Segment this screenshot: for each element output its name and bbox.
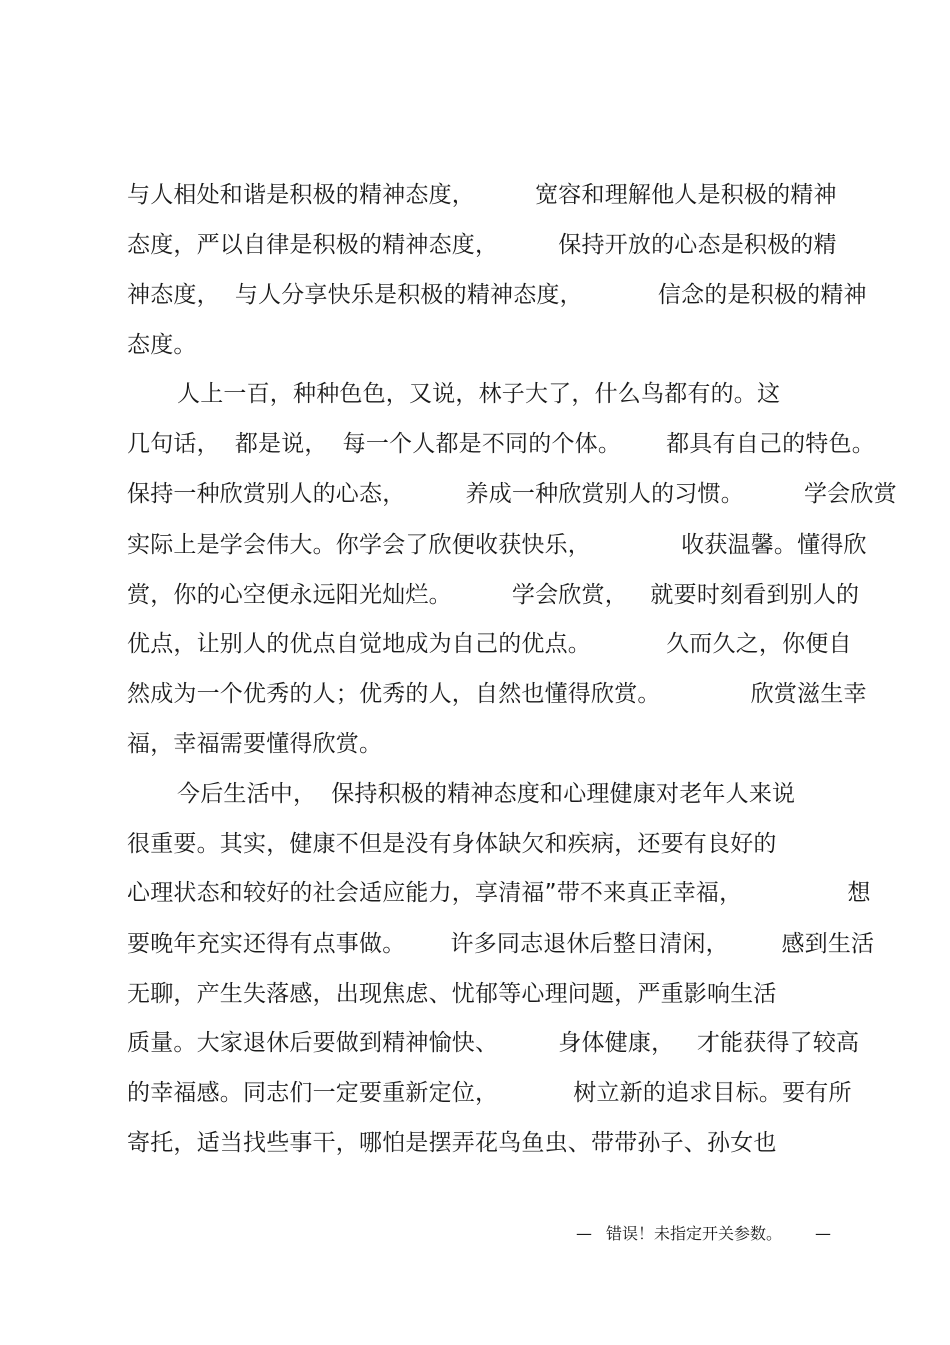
paragraph-2-line-3: 保持一种欣赏别人的心态， 养成一种欣赏别人的习惯。 学会欣赏 <box>127 481 897 507</box>
paragraph-2-line-4: 实际上是学会伟大。你学会了欣便收获快乐， 收获温馨。懂得欣 <box>127 532 867 558</box>
paragraph-3-line-7: 的幸福感。同志们一定要重新定位， 树立新的追求目标。要有所 <box>127 1080 852 1106</box>
paragraph-3-line-1: 今后生活中， 保持积极的精神态度和心理健康对老年人来说 <box>177 781 796 807</box>
paragraph-1-line-3: 神态度， 与人分享快乐是积极的精神态度， 信念的是积极的精神 <box>127 282 867 308</box>
paragraph-3-line-3: 心理状态和较好的社会适应能力，享清福”带不来真正幸福， 想 <box>127 880 871 906</box>
paragraph-2-line-6: 优点，让别人的优点自觉地成为自己的优点。 久而久之，你便自 <box>127 631 852 657</box>
paragraph-1-line-2: 态度，严以自律是积极的精神态度， 保持开放的心态是积极的精 <box>127 232 837 258</box>
paragraph-2-line-1: 人上一百，种种色色，又说，林子大了，什么鸟都有的。这 <box>177 381 781 407</box>
paragraph-2-line-8: 福，幸福需要懂得欣赏。 <box>127 731 383 757</box>
paragraph-2-line-5: 赏，你的心空便永远阳光灿烂。 学会欣赏， 就要时刻看到别人的 <box>127 582 860 608</box>
paragraph-3-line-4: 要晚年充实还得有点事做。 许多同志退休后整日清闲， 感到生活 <box>127 931 875 957</box>
footer-dash-right: — <box>815 1224 831 1243</box>
page-footer <box>576 1222 831 1342</box>
paragraph-2-line-7: 然成为一个优秀的人；优秀的人，自然也懂得欣赏。 欣赏滋生幸 <box>127 681 867 707</box>
paragraph-2-line-2: 几句话， 都是说， 每一个人都是不同的个体。 都具有自己的特色。 <box>127 431 875 457</box>
paragraph-3-line-6: 质量。大家退休后要做到精神愉快、 身体健康， 才能获得了较高 <box>127 1030 860 1056</box>
paragraph-3-line-2: 很重要。其实，健康不但是没有身体缺欠和疾病，还要有良好的 <box>127 831 777 857</box>
paragraph-1-line-4: 态度。 <box>127 332 197 358</box>
paragraph-1-line-1: 与人相处和谐是积极的精神态度， 宽容和理解他人是积极的精神 <box>127 182 837 208</box>
footer-error-text: 错误！未指定开关参数。 <box>606 1224 783 1243</box>
footer-dash-left: — <box>576 1224 592 1243</box>
paragraph-3-line-8: 寄托，适当找些事干，哪怕是摆弄花鸟鱼虫、带带孙子、孙女也 <box>127 1130 777 1156</box>
paragraph-3-line-5: 无聊，产生失落感，出现焦虑、忧郁等心理问题，严重影响生活 <box>127 981 777 1007</box>
